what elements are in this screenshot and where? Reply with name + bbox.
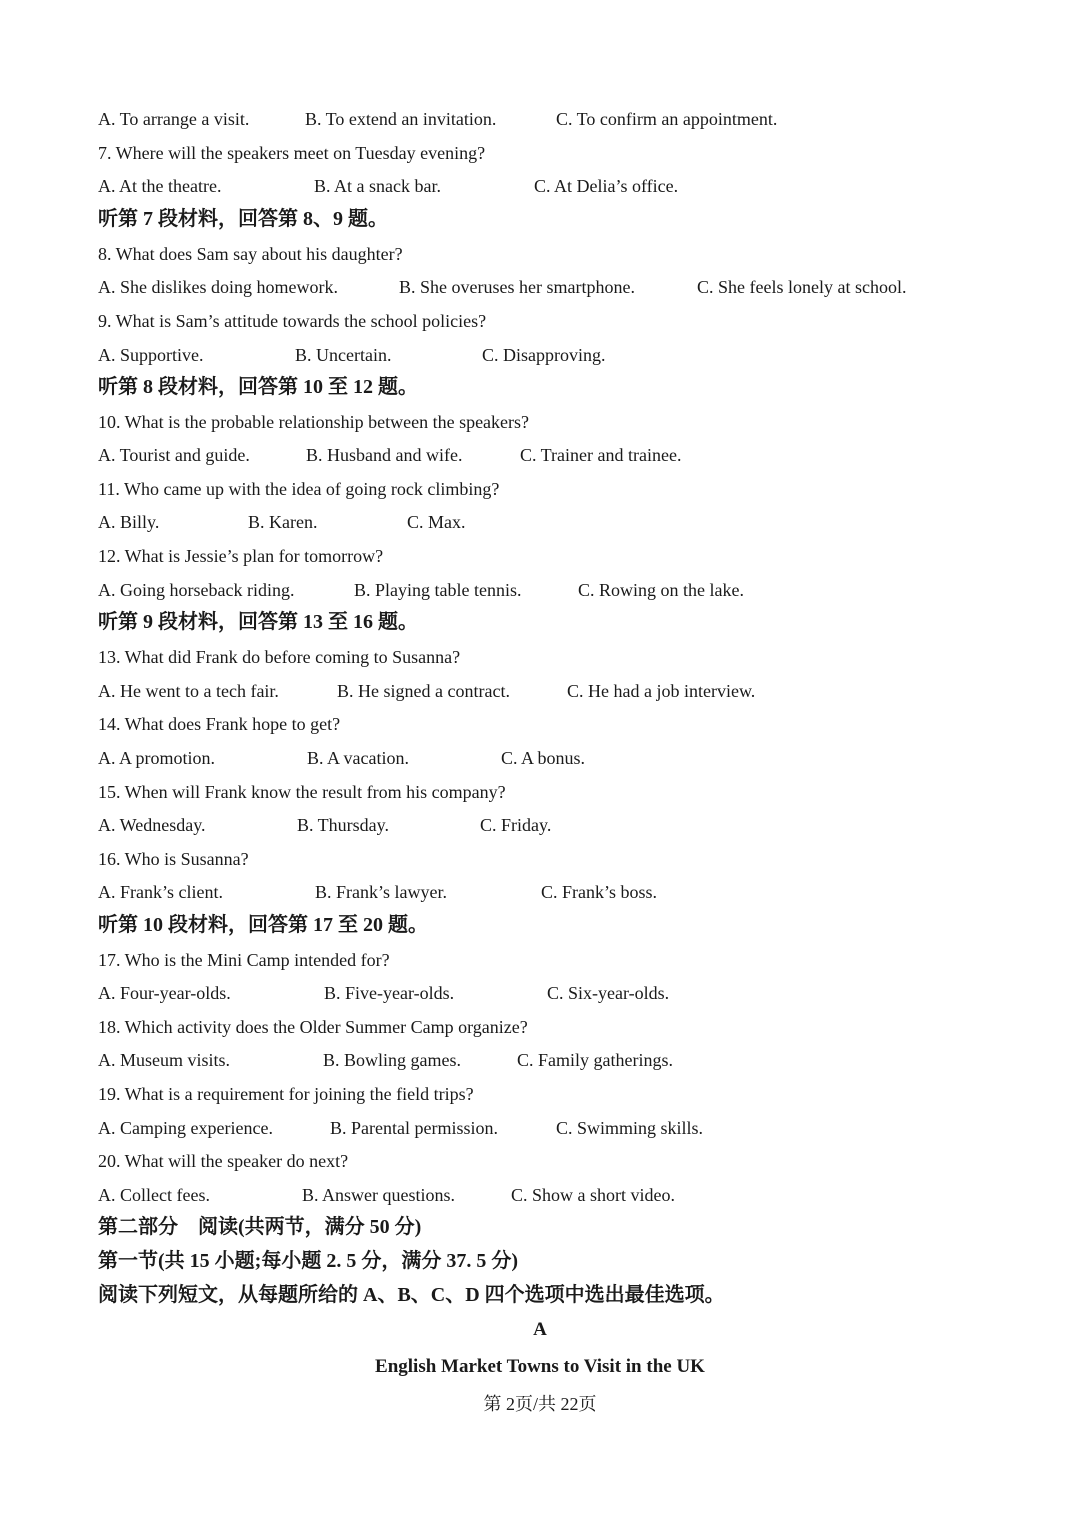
option-11b: B. Karen. [248,512,318,532]
section-heading-8: 听第 8 段材料，回答第 10 至 12 题。 [98,376,418,398]
option-6b: B. To extend an invitation. [305,109,497,129]
option-14c: C. A bonus. [501,748,586,768]
option-18c: C. Family gatherings. [517,1050,673,1070]
option-18a: A. Museum visits. [98,1050,231,1070]
option-10c: C. Trainer and trainee. [520,445,682,465]
question-7: 7. Where will the speakers meet on Tuesday evening? [98,143,486,163]
option-17b: B. Five-year-olds. [324,983,455,1003]
question-20: 20. What will the speaker do next? [98,1151,349,1171]
question-8: 8. What does Sam say about his daughter? [98,244,403,264]
option-7b: B. At a snack bar. [314,176,441,196]
option-6c: C. To confirm an appointment. [556,109,778,129]
option-14a: A. A promotion. [98,748,216,768]
option-15c: C. Friday. [480,815,552,835]
section-one-heading: 第一节(共 15 小题;每小题 2. 5 分，满分 37. 5 分) [98,1250,518,1272]
option-15b: B. Thursday. [297,815,389,835]
option-11c: C. Max. [407,512,466,532]
option-19b: B. Parental permission. [330,1118,498,1138]
option-20a: A. Collect fees. [98,1185,210,1205]
question-10: 10. What is the probable relationship between the speakers? [98,412,530,432]
option-16a: A. Frank’s client. [98,882,223,902]
option-12b: B. Playing table tennis. [354,580,522,600]
passage-title: English Market Towns to Visit in the UK [375,1356,705,1377]
question-17: 17. Who is the Mini Camp intended for? [98,950,390,970]
question-11: 11. Who came up with the idea of going rock climbing? [98,479,500,499]
part-two-heading: 第二部分 阅读(共两节，满分 50 分) [98,1216,422,1238]
option-13a: A. He went to a tech fair. [98,681,279,701]
question-13: 13. What did Frank do before coming to Susanna? [98,647,461,667]
section-heading-7: 听第 7 段材料，回答第 8、9 题。 [98,208,388,230]
passage-letter: A [533,1319,547,1340]
option-19c: C. Swimming skills. [556,1118,704,1138]
option-8a: A. She dislikes doing homework. [98,277,338,297]
option-20b: B. Answer questions. [302,1185,455,1205]
question-9: 9. What is Sam’s attitude towards the school policies? [98,311,487,331]
option-7a: A. At the theatre. [98,176,222,196]
option-13b: B. He signed a contract. [337,681,510,701]
option-16b: B. Frank’s lawyer. [315,882,447,902]
question-16: 16. Who is Susanna? [98,849,249,869]
option-18b: B. Bowling games. [323,1050,461,1070]
option-17c: C. Six-year-olds. [547,983,670,1003]
reading-instructions: 阅读下列短文，从每题所给的 A、B、C、D 四个选项中选出最佳选项。 [98,1284,725,1306]
option-17a: A. Four-year-olds. [98,983,231,1003]
option-9a: A. Supportive. [98,345,204,365]
page-footer: 第 2页/共 22页 [483,1394,597,1414]
option-20c: C. Show a short video. [511,1185,675,1205]
option-11a: A. Billy. [98,512,160,532]
option-8b: B. She overuses her smartphone. [399,277,635,297]
question-12: 12. What is Jessie’s plan for tomorrow? [98,546,384,566]
section-heading-10: 听第 10 段材料，回答第 17 至 20 题。 [98,914,428,936]
question-15: 15. When will Frank know the result from his company? [98,782,506,802]
question-14: 14. What does Frank hope to get? [98,714,341,734]
option-10b: B. Husband and wife. [306,445,463,465]
option-12a: A. Going horseback riding. [98,580,295,600]
question-18: 18. Which activity does the Older Summer Camp organize? [98,1017,528,1037]
option-14b: B. A vacation. [307,748,409,768]
option-8c: C. She feels lonely at school. [697,277,907,297]
option-16c: C. Frank’s boss. [541,882,658,902]
section-heading-9: 听第 9 段材料，回答第 13 至 16 题。 [98,611,418,633]
option-12c: C. Rowing on the lake. [578,580,744,600]
option-19a: A. Camping experience. [98,1118,273,1138]
option-7c: C. At Delia’s office. [534,176,679,196]
option-9b: B. Uncertain. [295,345,392,365]
option-9c: C. Disapproving. [482,345,606,365]
option-15a: A. Wednesday. [98,815,206,835]
option-13c: C. He had a job interview. [567,681,756,701]
question-19: 19. What is a requirement for joining the field trips? [98,1084,474,1104]
option-10a: A. Tourist and guide. [98,445,250,465]
option-6a: A. To arrange a visit. [98,109,250,129]
